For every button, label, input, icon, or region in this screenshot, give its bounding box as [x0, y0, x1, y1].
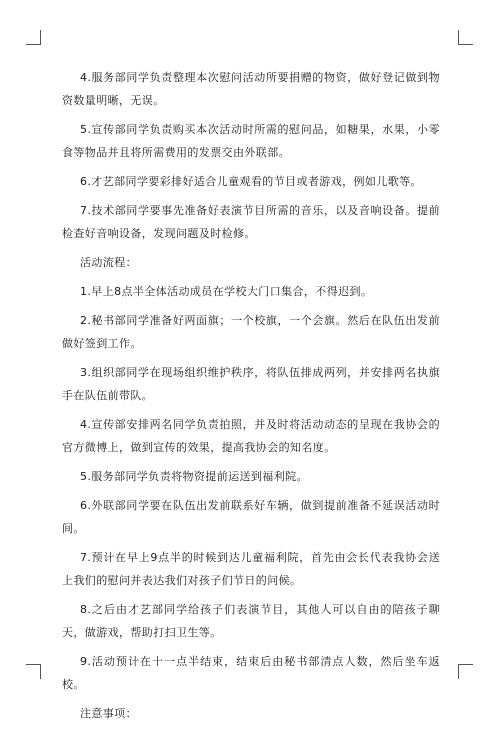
paragraph: 9.活动预计在十一点半结束，结束后由秘书部清点人数，然后坐车返校。 — [62, 655, 440, 691]
document-body — [62, 66, 440, 731]
paragraph: 1.早上8点半全体活动成员在学校大门口集合，不得迟到。 — [80, 285, 373, 298]
paragraph: 4.服务部同学负责整理本次慰问活动所要捐赠的物资，做好登记做到物资数量明晰，无误。 — [62, 71, 440, 107]
page-corner-mark-top-left — [26, 30, 41, 45]
paragraph: 4.宣传部安排两名同学负责拍照，并及时将活动动态的呈现在我协会的官方微博上，做到宣传的效果，提高我协会的知名度。 — [62, 418, 440, 454]
section-heading: 活动流程： — [80, 256, 137, 269]
paragraph: 5.服务部同学负责将物资提前运送到福利院。 — [80, 470, 308, 483]
paragraph: 6.才艺部同学要彩排好适合儿童观看的节目或者游戏，例如儿歌等。 — [80, 175, 422, 188]
page-corner-mark-bottom-left — [26, 664, 41, 679]
paragraph: 7.预计在早上9点半的时候到达儿童福利院，首先由会长代表我协会送上我们的慰问并表达我们对孩子们节日的问候。 — [62, 551, 440, 587]
paragraph: 6.外联部同学要在队伍出发前联系好车辆，做到提前准备不延误活动时间。 — [62, 499, 440, 535]
paragraph: 3.组织部同学在现场组织维护秩序，将队伍排成两列，并安排两名执旗手在队伍前带队。 — [62, 366, 440, 402]
paragraph: 7.技术部同学要事先准备好表演节目所需的音乐，以及音响设备。提前检查好音响设备，发现问题及时检修。 — [62, 204, 440, 240]
section-heading: 注意事项： — [80, 707, 137, 720]
paragraph: 5.宣传部同学负责购买本次活动时所需的慰问品，如糖果，水果，小零食等物品并且将所需费用的发票交由外联部。 — [62, 123, 440, 159]
page-corner-mark-top-right — [458, 30, 473, 45]
paragraph: 8.之后由才艺部同学给孩子们表演节目，其他人可以自由的陪孩子聊天，做游戏，帮助打扫卫生等。 — [62, 603, 440, 639]
page-corner-mark-bottom-right — [458, 664, 473, 679]
paragraph: 2.秘书部同学准备好两面旗；一个校旗，一个会旗。然后在队伍出发前做好签到工作。 — [62, 314, 440, 350]
